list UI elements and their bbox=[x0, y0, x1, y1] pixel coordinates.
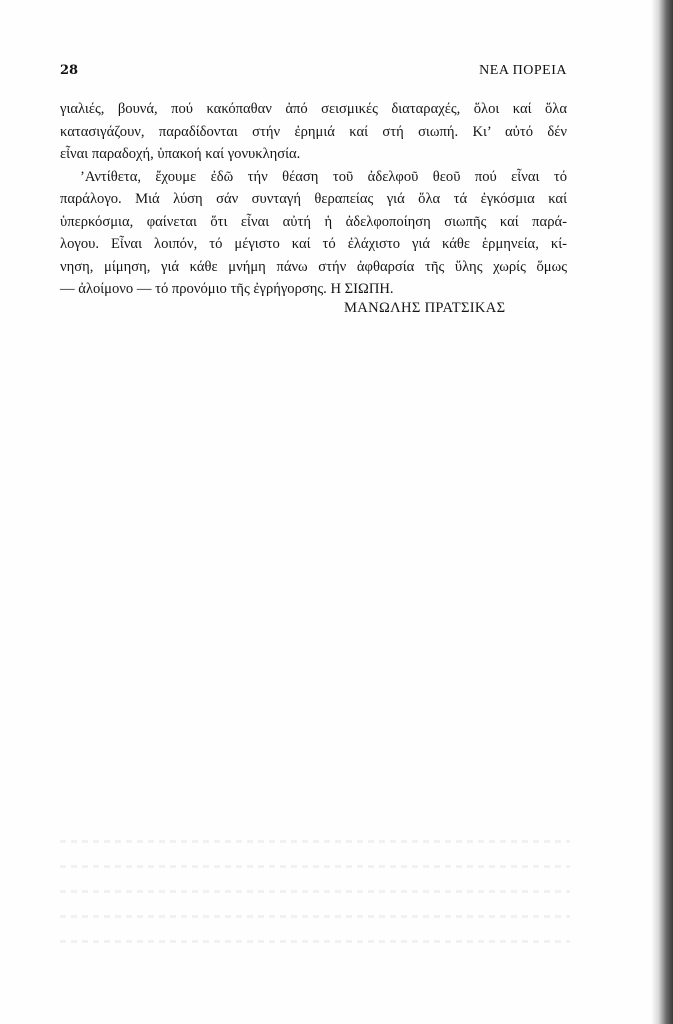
show-through-line bbox=[60, 890, 570, 893]
book-spine-shadow bbox=[651, 0, 673, 1024]
text-line: ’Αντίθετα, ἔχουμε ἐδῶ τήν θέαση τοῦ ἀδελφοῦ θεοῦ πού εἶναι τό bbox=[80, 168, 567, 185]
text-line: παράλογο. Μιά λύση σάν συνταγή θεραπείας γιά ὅλα τά ἐγκόσμια καί bbox=[60, 191, 567, 207]
show-through-text bbox=[60, 840, 570, 960]
show-through-line bbox=[60, 840, 570, 843]
text-line: ὑπερκόσμια, φαίνεται ὅτι εἶναι αὐτή ἡ ἀδελφοποίηση σιωπῆς καί παρά- bbox=[60, 213, 567, 230]
show-through-line bbox=[60, 940, 570, 943]
text-line: κατασιγάζουν, παραδίδονται στήν ἐρημιά καί στή σιωπή. Κι’ αὐτό δέν bbox=[60, 123, 567, 140]
text-line: λογου. Εἶναι λοιπόν, τό μέγιστο καί τό ἐλάχιστο γιά κάθε ἑρμηνεία, κί- bbox=[60, 236, 567, 252]
text-line: — ἀλοίμονο — τό προνόμιο τῆς ἐγρήγορσης. Η ΣΙΩΠΗ. bbox=[60, 281, 394, 297]
author-signature: ΜΑΝΩΛΗΣ ΠΡΑΤΣΙΚΑΣ bbox=[344, 300, 506, 316]
show-through-line bbox=[60, 915, 570, 918]
text-line: εἶναι παραδοχή, ὑπακοή καί γονυκλησία. bbox=[60, 146, 301, 162]
show-through-line bbox=[60, 865, 570, 868]
text-line: νηση, μίμηση, γιά κάθε μνήμη πάνω στήν ἀφθαρσία τῆς ὕλης χωρίς ὅμως bbox=[60, 258, 567, 275]
running-header-title: ΝΕΑ ΠΟΡΕΙΑ bbox=[479, 63, 567, 78]
body-text bbox=[60, 98, 567, 301]
text-line: γιαλιές, βουνά, πού κακόπαθαν ἀπό σεισμικές διαταραχές, ὅλοι καί ὅλα bbox=[60, 101, 567, 117]
page-number: 28 bbox=[60, 63, 79, 78]
